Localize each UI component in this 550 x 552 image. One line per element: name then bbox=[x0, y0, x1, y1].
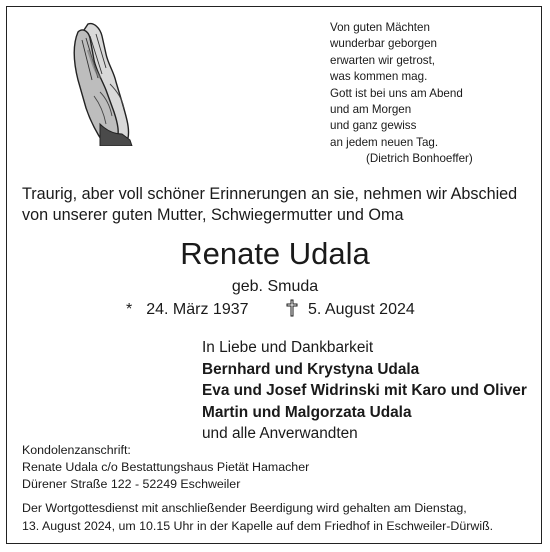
poem-line: Von guten Mächten bbox=[330, 21, 430, 34]
birth-name: geb. Smuda bbox=[231, 278, 319, 295]
poem-line: und am Morgen bbox=[330, 103, 412, 117]
cross-icon bbox=[286, 299, 298, 317]
family-closing: und alle Anverwandten bbox=[202, 425, 358, 443]
poem-line: Gott ist bei uns am Abend bbox=[330, 86, 463, 100]
family-member: Eva und Josef Widrinski mit Karo und Oliver bbox=[202, 382, 527, 400]
poem-line: erwarten wir getrost, bbox=[330, 53, 436, 67]
service-line: Der Wortgottesdienst mit anschließender Beerdigung wird gehalten am Dienstag, bbox=[22, 501, 467, 515]
birth-date: 24. März 1937 bbox=[146, 301, 249, 318]
service-info bbox=[22, 500, 548, 535]
poem-line: an jedem neuen Tag. bbox=[330, 135, 439, 149]
family-member: Martin und Malgorzata Udala bbox=[202, 403, 412, 421]
poem-author: (Dietrich Bonhoeffer) bbox=[366, 152, 473, 166]
poem-block bbox=[330, 20, 473, 168]
family-intro: In Liebe und Dankbarkeit bbox=[202, 339, 374, 356]
deceased-name: Renate Udala bbox=[180, 236, 370, 271]
family-member: Bernhard und Krystyna Udala bbox=[202, 360, 420, 378]
poem-line: und ganz gewiss bbox=[330, 119, 417, 133]
birth-star-icon: * bbox=[126, 301, 133, 318]
life-dates bbox=[0, 299, 550, 323]
condolence-line: Renate Udala c/o Bestattungshaus Pietät Hamacher bbox=[22, 460, 310, 474]
condolence-label: Kondolenzanschrift: bbox=[22, 443, 131, 457]
condolence-address bbox=[22, 442, 309, 493]
birth-date-group bbox=[126, 299, 249, 321]
poem-line: was kommen mag. bbox=[330, 70, 428, 84]
condolence-line: Dürener Straße 122 - 52249 Eschweiler bbox=[22, 477, 241, 491]
intro-line: Traurig, aber voll schöner Erinnerungen an sie, nehmen wir Abschied bbox=[22, 185, 518, 203]
family-block bbox=[202, 337, 527, 445]
farewell-intro bbox=[22, 184, 542, 226]
intro-line: von unserer guten Mutter, Schwiegermutter und Oma bbox=[22, 206, 404, 224]
poem-line: wunderbar geborgen bbox=[330, 37, 437, 51]
service-line: 13. August 2024, um 10.15 Uhr in der Kapelle auf dem Friedhof in Eschweiler-Dürwiß. bbox=[22, 518, 494, 533]
death-date-group bbox=[286, 299, 415, 321]
praying-hands-icon bbox=[70, 20, 138, 146]
death-date: 5. August 2024 bbox=[308, 301, 415, 318]
